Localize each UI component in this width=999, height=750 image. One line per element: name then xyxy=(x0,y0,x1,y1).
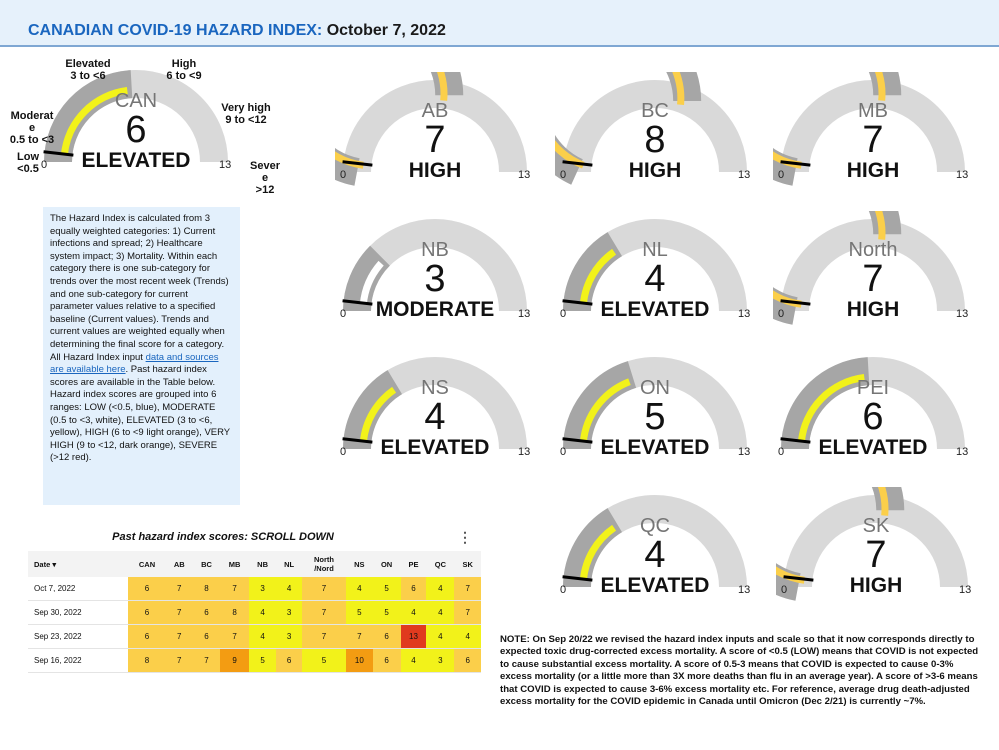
range-label-moderate: Moderat e 0.5 to <3 xyxy=(9,110,55,146)
gauge-north xyxy=(773,211,973,361)
gauge-region: CAN xyxy=(114,90,158,112)
table-row xyxy=(28,625,481,649)
gauge-max-label: 13 xyxy=(738,169,751,181)
gauge-region: SK xyxy=(862,515,890,537)
score-cell: 5 xyxy=(302,649,346,673)
gauge-ab xyxy=(335,72,535,222)
gauge-score: 7 xyxy=(424,119,446,161)
table-row xyxy=(28,649,481,673)
gauge-region: BC xyxy=(641,100,669,122)
gauge-level: HIGH xyxy=(628,159,682,182)
revision-note: NOTE: On Sep 20/22 we revised the hazard index inputs and scale so that it now corresponds directly to expected toxic drug-corrected excess mortality. A score of <0.5 (LOW) means that COVID is not expected to cause substantial excess mortality. A score of 0.5-3 means that COVID is expected to cause 0-3% excess mortality (or a little more than 3X more deaths than flu in an average year). A score of >3-6 means that COVID is expected to cause 3-6% excess mortality etc. For reference, average drug death-adjusted excess mortality for the COVID epidemic in Canada until Omicron (Dec 2/21) is currently ~7%. xyxy=(500,634,979,708)
score-cell: 6 xyxy=(454,649,481,673)
gauge-level: MODERATE xyxy=(375,298,495,321)
score-cell: 4 xyxy=(276,577,302,601)
more-options-icon[interactable]: ⋮ xyxy=(458,529,472,545)
gauge-min-label: 0 xyxy=(560,584,567,596)
gauge-max-label: 13 xyxy=(738,446,751,458)
gauge-score: 4 xyxy=(424,396,446,438)
score-cell: 6 xyxy=(193,625,220,649)
score-cell: 7 xyxy=(166,601,193,625)
gauge-min-label: 0 xyxy=(778,446,785,458)
gauge-region: AB xyxy=(421,100,449,122)
gauge-min-label: 0 xyxy=(340,169,347,181)
score-cell: 5 xyxy=(249,649,276,673)
gauge-level: ELEVATED xyxy=(380,436,490,459)
gauge-bc xyxy=(555,72,755,222)
range-label-high: High 6 to <9 xyxy=(166,58,202,82)
column-header: MB xyxy=(220,551,249,577)
gauge-region: NS xyxy=(421,377,449,399)
score-cell: 7 xyxy=(302,601,346,625)
gauge-region: QC xyxy=(640,515,670,537)
gauge-region: PEI xyxy=(856,377,890,399)
score-cell: 7 xyxy=(346,625,373,649)
gauge-score: 4 xyxy=(644,258,666,300)
gauge-score: 6 xyxy=(862,396,884,438)
score-cell: 4 xyxy=(249,625,276,649)
gauge-score: 6 xyxy=(125,109,147,151)
gauge-min-label: 0 xyxy=(41,159,48,171)
gauge-min-label: 0 xyxy=(560,169,567,181)
gauge-region: MB xyxy=(858,100,888,122)
gauge-max-label: 13 xyxy=(518,308,531,320)
gauge-min-label: 0 xyxy=(340,308,347,320)
column-header: NB xyxy=(249,551,276,577)
info-box xyxy=(43,207,240,505)
score-cell: 7 xyxy=(220,577,249,601)
score-cell: 13 xyxy=(401,625,427,649)
score-cell: 5 xyxy=(373,601,401,625)
score-cell: 4 xyxy=(249,601,276,625)
table-row xyxy=(28,577,481,601)
range-label-very-high: Very high 9 to <12 xyxy=(221,102,271,126)
gauge-score: 5 xyxy=(644,396,666,438)
score-cell: 4 xyxy=(426,601,454,625)
gauge-level: ELEVATED xyxy=(600,436,710,459)
page-title xyxy=(28,22,446,40)
score-cell: 4 xyxy=(426,577,454,601)
score-cell: 6 xyxy=(373,649,401,673)
gauge-ns xyxy=(335,349,535,499)
score-cell: 7 xyxy=(166,649,193,673)
row-date: Sep 16, 2022 xyxy=(28,649,128,673)
gauge-min-label: 0 xyxy=(781,584,788,596)
gauge-level: HIGH xyxy=(846,159,900,182)
gauge-level: ELEVATED xyxy=(600,574,710,597)
score-cell: 4 xyxy=(454,625,481,649)
score-cell: 7 xyxy=(166,577,193,601)
score-cell: 7 xyxy=(166,625,193,649)
range-label-low: Low <0.5 xyxy=(17,151,39,175)
score-cell: 4 xyxy=(401,649,427,673)
column-header: QC xyxy=(426,551,454,577)
gauge-region: North xyxy=(848,239,898,261)
gauge-max-label: 13 xyxy=(738,584,751,596)
score-cell: 8 xyxy=(193,577,220,601)
row-date: Sep 30, 2022 xyxy=(28,601,128,625)
gauge-max-label: 13 xyxy=(956,169,969,181)
title-main: CANADIAN COVID-19 HAZARD INDEX: xyxy=(28,22,323,39)
score-cell: 8 xyxy=(220,601,249,625)
title-date: October 7, 2022 xyxy=(326,22,446,39)
score-cell: 3 xyxy=(276,601,302,625)
score-cell: 9 xyxy=(220,649,249,673)
gauge-max-label: 13 xyxy=(518,446,531,458)
score-cell: 10 xyxy=(346,649,373,673)
gauge-sk xyxy=(776,487,976,637)
table-row xyxy=(28,601,481,625)
column-header: BC xyxy=(193,551,220,577)
range-label-severe: Sever e >12 xyxy=(250,160,280,196)
table-title: Past hazard index scores: SCROLL DOWN xyxy=(112,531,334,543)
gauge-score: 7 xyxy=(862,258,884,300)
gauge-max-label: 13 xyxy=(956,308,969,320)
score-cell: 4 xyxy=(401,601,427,625)
gauge-nl xyxy=(555,211,755,361)
gauge-min-label: 0 xyxy=(560,446,567,458)
past-scores-table xyxy=(28,551,481,673)
gauge-max-label: 13 xyxy=(518,169,531,181)
gauge-score: 3 xyxy=(424,258,446,300)
score-cell: 3 xyxy=(426,649,454,673)
column-header: SK xyxy=(454,551,481,577)
score-cell: 7 xyxy=(302,625,346,649)
gauge-level: ELEVATED xyxy=(818,436,928,459)
gauge-min-label: 0 xyxy=(560,308,567,320)
gauge-max-label: 13 xyxy=(956,446,969,458)
column-header: AB xyxy=(166,551,193,577)
gauge-region: NB xyxy=(421,239,449,261)
gauge-qc xyxy=(555,487,755,637)
score-cell: 7 xyxy=(193,649,220,673)
score-cell: 8 xyxy=(128,649,165,673)
score-cell: 7 xyxy=(220,625,249,649)
column-header: North /Nord xyxy=(302,551,346,577)
gauge-max-label: 13 xyxy=(959,584,972,596)
info-text-2: . Past hazard index scores are available in the Table below. Hazard index scores are grouped into 6 ranges: LOW (<0.5, blue), MODERATE (0.5 to <3, white), ELEVATED (3 to <6, yellow), HIGH (6 to <9 light orange), VERY HIGH (9 to <12, dark orange), SEVERE (>12 red). xyxy=(50,364,230,464)
score-cell: 6 xyxy=(276,649,302,673)
gauge-mb xyxy=(773,72,973,222)
score-cell: 6 xyxy=(128,577,165,601)
score-cell: 7 xyxy=(302,577,346,601)
score-cell: 6 xyxy=(401,577,427,601)
gauge-on xyxy=(555,349,755,499)
column-header: PE xyxy=(401,551,427,577)
gauge-pei xyxy=(773,349,973,499)
column-header-date[interactable]: Date ▾ xyxy=(28,551,128,577)
info-text-1: The Hazard Index is calculated from 3 equally weighted categories: 1) Current infections and spread; 2) Healthcare system impact; 3) Mortality. Within each category there is one sub-category for trends over the most recent week (Trends) and one sub-category for current parameter values relative to a specified baseline (Current values). Trends and current values are weighted equally when determining the final score for a category. All Hazard Index input xyxy=(50,213,229,363)
gauge-score: 4 xyxy=(644,534,666,576)
gauge-score: 8 xyxy=(644,119,666,161)
score-cell: 7 xyxy=(454,577,481,601)
gauge-region: ON xyxy=(640,377,670,399)
row-date: Sep 23, 2022 xyxy=(28,625,128,649)
column-header: CAN xyxy=(128,551,165,577)
gauge-level: HIGH xyxy=(849,574,903,597)
gauge-can xyxy=(36,62,236,212)
page-header xyxy=(0,0,999,47)
gauge-min-label: 0 xyxy=(778,308,785,320)
score-cell: 6 xyxy=(373,625,401,649)
score-cell: 3 xyxy=(276,625,302,649)
score-cell: 6 xyxy=(128,601,165,625)
score-cell: 7 xyxy=(454,601,481,625)
column-header: ON xyxy=(373,551,401,577)
gauge-level: HIGH xyxy=(846,298,900,321)
score-cell: 6 xyxy=(128,625,165,649)
score-cell: 5 xyxy=(346,601,373,625)
gauge-level: ELEVATED xyxy=(600,298,710,321)
data-sources-link[interactable]: data and sources are available here xyxy=(50,351,219,376)
row-date: Oct 7, 2022 xyxy=(28,577,128,601)
score-cell: 6 xyxy=(193,601,220,625)
column-header: NS xyxy=(346,551,373,577)
range-label-elevated: Elevated 3 to <6 xyxy=(65,58,111,82)
score-cell: 5 xyxy=(373,577,401,601)
gauge-max-label: 13 xyxy=(219,159,232,171)
score-cell: 4 xyxy=(346,577,373,601)
gauge-score: 7 xyxy=(862,119,884,161)
gauge-level: HIGH xyxy=(408,159,462,182)
gauge-min-label: 0 xyxy=(778,169,785,181)
column-header: NL xyxy=(276,551,302,577)
gauge-score: 7 xyxy=(865,534,887,576)
gauge-min-label: 0 xyxy=(340,446,347,458)
gauge-level: ELEVATED xyxy=(81,149,191,172)
score-cell: 3 xyxy=(249,577,276,601)
table-header-row xyxy=(28,551,481,577)
gauge-region: NL xyxy=(642,239,668,261)
gauge-max-label: 13 xyxy=(738,308,751,320)
score-cell: 4 xyxy=(426,625,454,649)
gauge-nb xyxy=(335,211,535,361)
